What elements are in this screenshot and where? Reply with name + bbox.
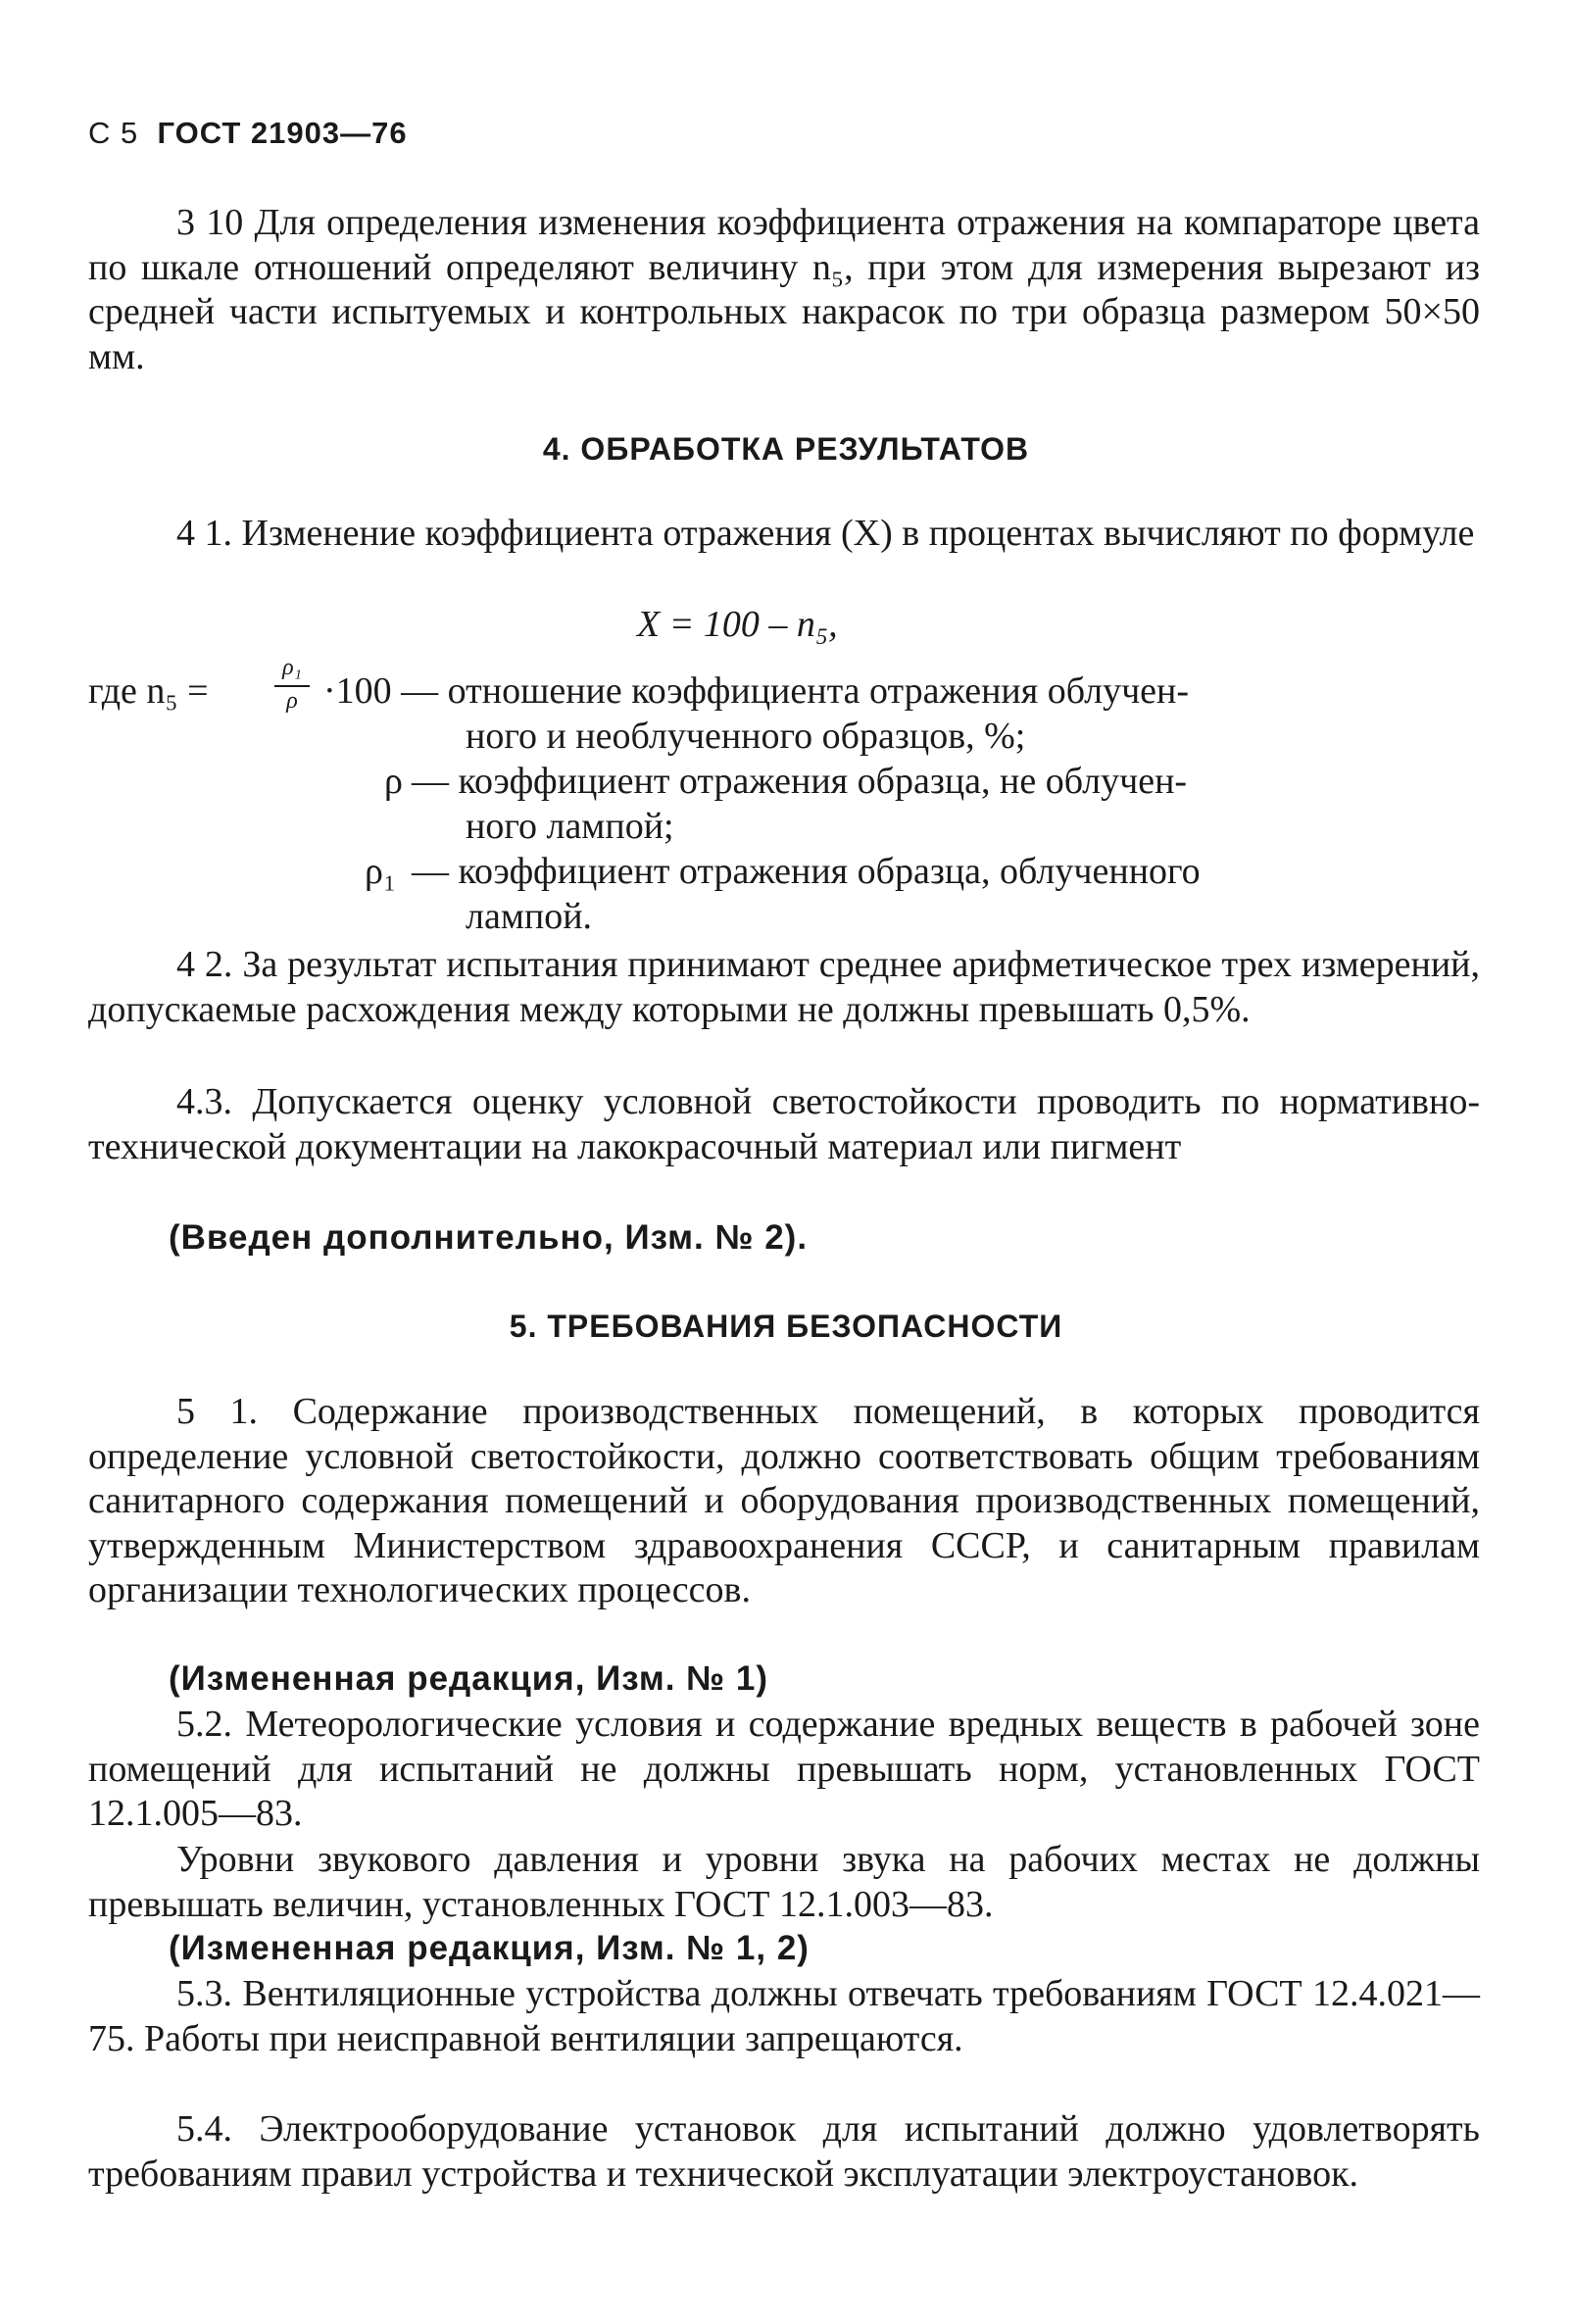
section-4-heading: 4. ОБРАБОТКА РЕЗУЛЬТАТОВ bbox=[542, 431, 1030, 467]
paragraph-5-3: 5.3. Вентиляционные устройства должны отвечать требованиям ГОСТ 12.4.021—75. Работы при неисправной вентиляции запрещаются. bbox=[88, 1973, 1480, 2059]
fraction-denominator: ρ bbox=[286, 688, 298, 714]
n5-definition-line-2: ного и необлученного образцов, %; bbox=[466, 716, 1026, 757]
paragraph-4-2: 4 2. За результат испытания принимают среднее арифметическое трех измерений, допускаемые расхождения между которыми не должны превышать 0,5%. bbox=[88, 944, 1480, 1030]
rho-symbol: ρ bbox=[384, 761, 403, 802]
paragraph-3-10: 3 10 Для определения изменения коэффициента отражения на компараторе цвета по шкале отношений определяют величину n₅, при этом для измерения вырезают из средней части испытуемых и контрольных накрасок по три образца размером 50×50 мм. bbox=[88, 202, 1480, 377]
page-number: С 5 bbox=[88, 116, 139, 150]
paragraph-5-2-noise: Уровни звукового давления и уровни звука на рабочих местах не должны превышать величин, установленных ГОСТ 12.1.003—83. bbox=[88, 1839, 1480, 1925]
paragraph-5-4: 5.4. Электрооборудование установок для испытаний должно удовлетворять требованиям правил устройства и технической эксплуатации электроустановок. bbox=[88, 2108, 1480, 2195]
amendment-note-4-3: (Введен дополнительно, Изм. № 2). bbox=[169, 1218, 809, 1257]
standard-title: ГОСТ 21903—76 bbox=[157, 116, 408, 150]
fraction-bar bbox=[274, 685, 310, 687]
definition-where: где n₅ = bbox=[88, 670, 209, 712]
fraction-numerator: ρ₁ bbox=[282, 655, 302, 680]
rho-definition-line-1: — коэффициент отражения образца, не облучен- bbox=[412, 761, 1188, 802]
n5-definition-line-1: ·100 — отношение коэффициента отражения облучен- bbox=[323, 670, 1190, 712]
section-5-heading: 5. ТРЕБОВАНИЯ БЕЗОПАСНОСТИ bbox=[509, 1309, 1063, 1344]
formula: X = 100 – n₅, bbox=[637, 604, 838, 645]
paragraph-4-3: 4.3. Допускается оценку условной светостойкости проводить по нормативно-технической документации на лакокрасочный материал или пигмент bbox=[88, 1081, 1480, 1167]
paragraph-4-1: 4 1. Изменение коэффициента отражения (X) в процентах вычисляют по формуле bbox=[176, 513, 1475, 554]
amendment-note-5-1: (Измененная редакция, Изм. № 1) bbox=[169, 1659, 769, 1698]
rho1-definition-line-2: лампой. bbox=[466, 896, 593, 937]
paragraph-5-1: 5 1. Содержание производственных помещений, в которых проводится определение условной светостойкости, должно соответствовать общим требованиям санитарного содержания помещений и оборудования производственных помещений, утвержденным Министерством здравоохранения СССР, и санитарным правилам организации технологических процессов. bbox=[88, 1391, 1480, 1610]
rho1-symbol: ρ₁ bbox=[365, 851, 397, 892]
rho-definition-line-2: ного лампой; bbox=[466, 806, 674, 847]
paragraph-5-2: 5.2. Метеорологические условия и содержание вредных веществ в рабочей зоне помещений для испытаний не должны превышать норм, установленных ГОСТ 12.1.005—83. bbox=[88, 1704, 1480, 1834]
rho1-definition-line-1: — коэффициент отражения образца, облученного bbox=[412, 851, 1201, 892]
page-header bbox=[88, 116, 408, 151]
amendment-note-5-2: (Измененная редакция, Изм. № 1, 2) bbox=[169, 1929, 810, 1967]
